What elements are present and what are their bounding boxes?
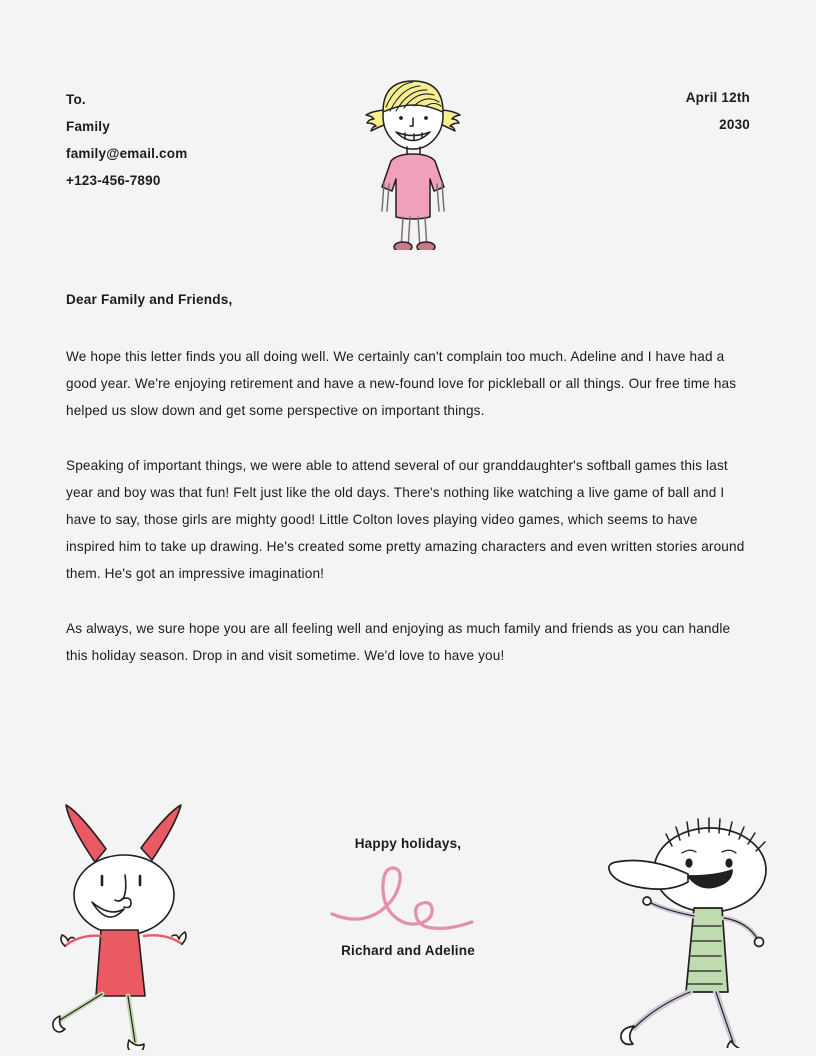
letter-header [0,78,816,258]
signoff-names: Richard and Adeline [341,943,475,958]
recipient-email: family@email.com [66,146,188,161]
recipient-label: To. [66,92,86,107]
letter-paragraph-3: As always, we sure hope you are all feeling well and enjoying as much family and friends as you can handle this holiday season. Drop in and visit sometime. We'd love to have you! [66,620,731,663]
letter-paragraph-1: We hope this letter finds you all doing well. We certainly can't complain too much. Adeline and I have had a good year. We're enjoying retirement and have a new-found love for pickleball or all things. Our free time has helped us slow down and get some perspective on important things. [66,349,737,419]
recipient-phone: +123-456-7890 [66,173,161,188]
signature-scribble [328,859,488,937]
letter-body [66,292,750,669]
letter-footer [0,780,816,1056]
recipient-name: Family [66,119,110,134]
letter-greeting: Dear Family and Friends, [66,292,233,307]
dancing-doodle-illustration [600,808,790,1048]
date-day: April 12th [685,90,750,105]
date-year: 2030 [719,117,750,132]
signoff-closing: Happy holidays, [354,836,462,851]
letter-paragraph-2: Speaking of important things, we were able to attend several of our granddaughter's softball games this last year and boy was that fun! Felt just like the old days. There's nothing like watching a live game of ball and I have to say, those girls are mighty good! Little Colton loves playing video games, which seems to have inspired him to take up drawing. He's created some pretty amazing characters and even written stories around them. He's got an impressive imagination! [66,457,745,582]
date-block [686,84,750,138]
girl-doodle-illustration [348,50,478,250]
recipient-block [66,86,187,194]
